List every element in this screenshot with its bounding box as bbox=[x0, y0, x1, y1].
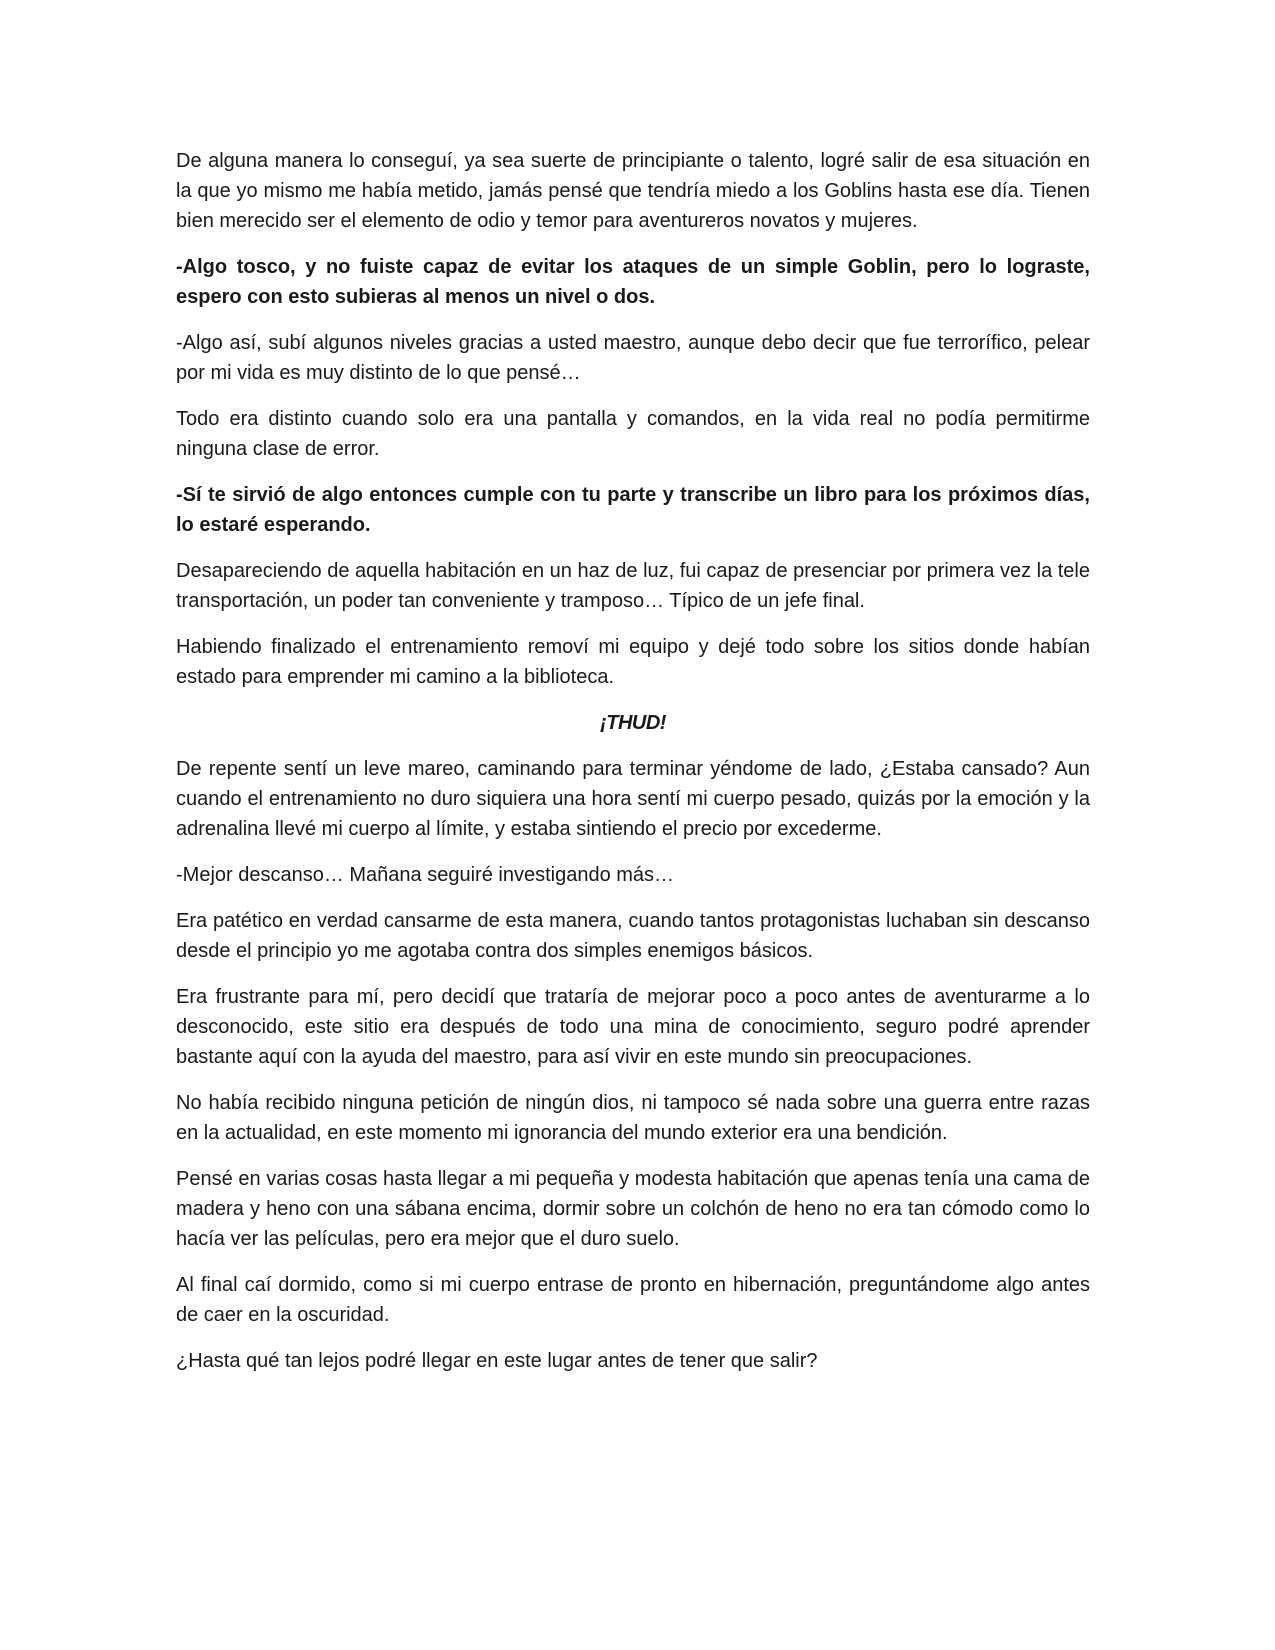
paragraph-2-dialogue-master: -Algo tosco, y no fuiste capaz de evitar los ataques de un simple Goblin, pero lo lograste, espero con esto subieras al menos un nivel o dos. bbox=[176, 256, 1090, 308]
paragraph-1: De alguna manera lo conseguí, ya sea suerte de principiante o talento, logré salir de esa situación en la que yo mismo me había metido, jamás pensé que tendría miedo a los Goblins hasta ese día. Tienen bien merecido ser el elemento de odio y temor para aventureros novatos y mujeres. bbox=[176, 150, 1090, 232]
paragraph-7: Habiendo finalizado el entrenamiento removí mi equipo y dejé todo sobre los sitios donde habían estado para emprender mi camino a la biblioteca. bbox=[176, 636, 1090, 688]
paragraph-12: Era frustrante para mí, pero decidí que trataría de mejorar poco a poco antes de aventurarme a lo desconocido, este sitio era después de todo una mina de conocimiento, seguro podré aprender bastante aquí con la ayuda del maestro, para así vivir en este mundo sin preocupaciones. bbox=[176, 986, 1090, 1068]
paragraph-4: Todo era distinto cuando solo era una pantalla y comandos, en la vida real no podía permitirme ninguna clase de error. bbox=[176, 408, 1090, 460]
paragraph-14: Pensé en varias cosas hasta llegar a mi pequeña y modesta habitación que apenas tenía una cama de madera y heno con una sábana encima, dormir sobre un colchón de heno no era tan cómodo como lo hacía ver las películas, pero era mejor que el duro suelo. bbox=[176, 1168, 1090, 1250]
paragraph-11: Era patético en verdad cansarme de esta manera, cuando tantos protagonistas luchaban sin descanso desde el principio yo me agotaba contra dos simples enemigos básicos. bbox=[176, 910, 1090, 962]
paragraph-15: Al final caí dormido, como si mi cuerpo entrase de pronto en hibernación, preguntándome algo antes de caer en la oscuridad. bbox=[176, 1274, 1090, 1326]
paragraph-5-dialogue-master: -Sí te sirvió de algo entonces cumple con tu parte y transcribe un libro para los próximos días, lo estaré esperando. bbox=[176, 484, 1090, 536]
page-body-text bbox=[176, 146, 1090, 1392]
paragraph-3-dialogue: -Algo así, subí algunos niveles gracias a usted maestro, aunque debo decir que fue terrorífico, pelear por mi vida es muy distinto de lo que pensé… bbox=[176, 332, 1090, 384]
paragraph-6: Desapareciendo de aquella habitación en un haz de luz, fui capaz de presenciar por primera vez la tele transportación, un poder tan conveniente y tramposo… Típico de un jefe final. bbox=[176, 560, 1090, 612]
paragraph-10-dialogue: -Mejor descanso… Mañana seguiré investigando más… bbox=[176, 864, 675, 886]
paragraph-13: No había recibido ninguna petición de ningún dios, ni tampoco sé nada sobre una guerra entre razas en la actualidad, en este momento mi ignorancia del mundo exterior era una bendición. bbox=[176, 1092, 1090, 1144]
paragraph-9: De repente sentí un leve mareo, caminando para terminar yéndome de lado, ¿Estaba cansado? Aun cuando el entrenamiento no duro siquiera una hora sentí mi cuerpo pesado, quizás por la emoción y la adrenalina llevé mi cuerpo al límite, y estaba sintiendo el precio por excederme. bbox=[176, 758, 1090, 840]
paragraph-16-question: ¿Hasta qué tan lejos podré llegar en este lugar antes de tener que salir? bbox=[176, 1350, 818, 1372]
sound-effect-heading: ¡THUD! bbox=[600, 712, 666, 734]
